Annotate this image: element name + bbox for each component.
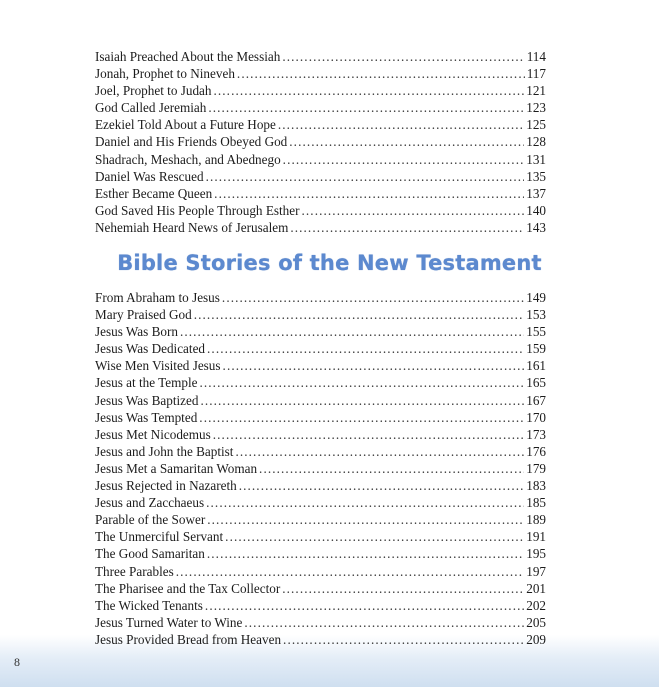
dot-leader bbox=[237, 65, 525, 82]
toc-entry bbox=[95, 116, 546, 133]
toc-entry-title: Jesus Was Born bbox=[95, 324, 178, 340]
old-testament-toc-list bbox=[95, 48, 546, 236]
toc-entry bbox=[95, 306, 546, 323]
toc-entry-title: The Good Samaritan bbox=[95, 546, 205, 562]
toc-entry-page: 167 bbox=[526, 392, 546, 408]
toc-entry-title: Jesus Met Nicodemus bbox=[95, 426, 211, 442]
dot-leader bbox=[282, 580, 524, 597]
dot-leader bbox=[180, 323, 524, 340]
toc-entry-page: 201 bbox=[526, 580, 546, 596]
toc-entry-title: Parable of the Sower bbox=[95, 512, 206, 528]
toc-entry-page: 185 bbox=[526, 495, 546, 511]
toc-entry bbox=[95, 323, 546, 340]
toc-entry bbox=[95, 219, 546, 236]
dot-leader bbox=[290, 219, 524, 236]
toc-entry-title: Esther Became Queen bbox=[95, 185, 213, 201]
toc-entry-title: From Abraham to Jesus bbox=[95, 290, 220, 305]
toc-entry-page: 159 bbox=[526, 341, 546, 357]
toc-entry bbox=[95, 202, 546, 219]
toc-entry bbox=[95, 65, 546, 82]
toc-entry-page: 170 bbox=[526, 409, 546, 425]
dot-leader bbox=[207, 511, 524, 528]
toc-entry-title: Jesus Turned Water to Wine bbox=[95, 614, 243, 630]
toc-entry bbox=[95, 631, 546, 648]
toc-entry-page: 202 bbox=[526, 597, 546, 613]
toc-entry bbox=[95, 443, 546, 460]
toc-entry-title: Three Parables bbox=[95, 563, 174, 579]
dot-leader bbox=[283, 151, 525, 168]
dot-leader bbox=[302, 202, 525, 219]
toc-entry-title: The Wicked Tenants bbox=[95, 597, 203, 613]
toc-entry-title: Jesus and John the Baptist bbox=[95, 443, 234, 459]
toc-entry-page: 173 bbox=[526, 426, 546, 442]
page-number: 8 bbox=[14, 655, 20, 669]
toc-entry bbox=[95, 477, 546, 494]
toc-entry-page: 114 bbox=[526, 49, 546, 64]
dot-leader bbox=[235, 443, 524, 460]
toc-entry bbox=[95, 185, 546, 202]
toc-entry bbox=[95, 168, 546, 185]
dot-leader bbox=[283, 631, 524, 648]
dot-leader bbox=[194, 306, 525, 323]
toc-entry bbox=[95, 409, 546, 426]
dot-leader bbox=[223, 357, 525, 374]
dot-leader bbox=[282, 48, 524, 65]
toc-entry-page: 137 bbox=[526, 185, 546, 201]
toc-entry bbox=[95, 563, 546, 580]
toc-entry-page: 153 bbox=[526, 307, 546, 323]
dot-leader bbox=[222, 289, 524, 306]
new-testament-toc-list bbox=[95, 289, 546, 648]
dot-leader bbox=[207, 340, 524, 357]
toc-entry bbox=[95, 374, 546, 391]
toc-entry bbox=[95, 48, 546, 65]
toc-entry bbox=[95, 545, 546, 562]
toc-entry bbox=[95, 151, 546, 168]
dot-leader bbox=[205, 597, 524, 614]
toc-entry-page: 179 bbox=[526, 460, 546, 476]
toc-entry-title: Wise Men Visited Jesus bbox=[95, 358, 221, 374]
dot-leader bbox=[289, 133, 524, 150]
dot-leader bbox=[244, 614, 524, 631]
toc-entry-title: Joel, Prophet to Judah bbox=[95, 83, 212, 99]
toc-entry-page: 128 bbox=[526, 134, 546, 150]
toc-entry-page: 155 bbox=[526, 324, 546, 340]
toc-entry bbox=[95, 289, 546, 306]
toc-entry-title: Nehemiah Heard News of Jerusalem bbox=[95, 219, 289, 235]
toc-entry-title: Daniel and His Friends Obeyed God bbox=[95, 134, 288, 150]
toc-entry-page: 117 bbox=[526, 66, 546, 82]
toc-entry-page: 189 bbox=[526, 512, 546, 528]
toc-entry bbox=[95, 511, 546, 528]
toc-entry-page: 143 bbox=[526, 219, 546, 235]
new-testament-section-heading: Bible Stories of the New Testament bbox=[117, 251, 542, 275]
dot-leader bbox=[206, 168, 525, 185]
dot-leader bbox=[176, 563, 524, 580]
dot-leader bbox=[214, 185, 524, 202]
dot-leader bbox=[225, 528, 524, 545]
toc-entry-page: 161 bbox=[526, 358, 546, 374]
toc-entry-title: Isaiah Preached About the Messiah bbox=[95, 49, 281, 64]
toc-entry-page: 176 bbox=[526, 443, 546, 459]
toc-entry-page: 131 bbox=[526, 151, 546, 167]
toc-entry-page: 183 bbox=[526, 478, 546, 494]
toc-entry-title: Jesus Was Tempted bbox=[95, 409, 198, 425]
toc-entry-title: Jesus Rejected in Nazareth bbox=[95, 478, 237, 494]
dot-leader bbox=[259, 460, 524, 477]
toc-entry-page: 195 bbox=[526, 546, 546, 562]
toc-entry bbox=[95, 82, 546, 99]
toc-entry bbox=[95, 597, 546, 614]
toc-entry-title: Daniel Was Rescued bbox=[95, 168, 204, 184]
toc-entry bbox=[95, 460, 546, 477]
toc-entry-page: 149 bbox=[526, 290, 546, 305]
toc-entry-title: Jesus and Zacchaeus bbox=[95, 495, 205, 511]
toc-entry bbox=[95, 614, 546, 631]
toc-entry-title: Jesus Was Baptized bbox=[95, 392, 199, 408]
toc-entry bbox=[95, 494, 546, 511]
dot-leader bbox=[213, 82, 524, 99]
dot-leader bbox=[200, 392, 524, 409]
toc-entry-page: 205 bbox=[526, 614, 546, 630]
toc-entry-title: Ezekiel Told About a Future Hope bbox=[95, 117, 276, 133]
toc-entry-page: 121 bbox=[526, 83, 546, 99]
toc-entry-page: 140 bbox=[526, 202, 546, 218]
toc-entry-title: Jesus Provided Bread from Heaven bbox=[95, 631, 282, 647]
toc-entry bbox=[95, 392, 546, 409]
dot-leader bbox=[206, 494, 524, 511]
toc-entry-title: Jesus Met a Samaritan Woman bbox=[95, 460, 258, 476]
toc-entry-page: 191 bbox=[526, 529, 546, 545]
dot-leader bbox=[207, 545, 524, 562]
toc-entry bbox=[95, 357, 546, 374]
toc-entry-title: Jesus Was Dedicated bbox=[95, 341, 206, 357]
toc-entry-title: Mary Praised God bbox=[95, 307, 192, 323]
toc-entry bbox=[95, 426, 546, 443]
toc-entry-title: God Called Jeremiah bbox=[95, 100, 207, 116]
dot-leader bbox=[199, 374, 524, 391]
dot-leader bbox=[213, 426, 524, 443]
toc-entry-title: Jonah, Prophet to Nineveh bbox=[95, 66, 235, 82]
toc-entry bbox=[95, 580, 546, 597]
toc-entry-title: The Pharisee and the Tax Collector bbox=[95, 580, 281, 596]
toc-entry-title: The Unmerciful Servant bbox=[95, 529, 224, 545]
toc-entry-title: Shadrach, Meshach, and Abednego bbox=[95, 151, 281, 167]
toc-entry-page: 209 bbox=[526, 631, 546, 647]
toc-entry-page: 197 bbox=[526, 563, 546, 579]
dot-leader bbox=[239, 477, 525, 494]
toc-entry-title: God Saved His People Through Esther bbox=[95, 202, 300, 218]
toc-entry bbox=[95, 99, 546, 116]
dot-leader bbox=[199, 409, 524, 426]
toc-entry-page: 165 bbox=[526, 375, 546, 391]
toc-entry-page: 125 bbox=[526, 117, 546, 133]
dot-leader bbox=[278, 116, 524, 133]
toc-entry bbox=[95, 340, 546, 357]
toc-entry-page: 123 bbox=[526, 100, 546, 116]
toc-entry bbox=[95, 133, 546, 150]
toc-entry-page: 135 bbox=[526, 168, 546, 184]
dot-leader bbox=[208, 99, 524, 116]
toc-entry-title: Jesus at the Temple bbox=[95, 375, 198, 391]
toc-entry bbox=[95, 528, 546, 545]
